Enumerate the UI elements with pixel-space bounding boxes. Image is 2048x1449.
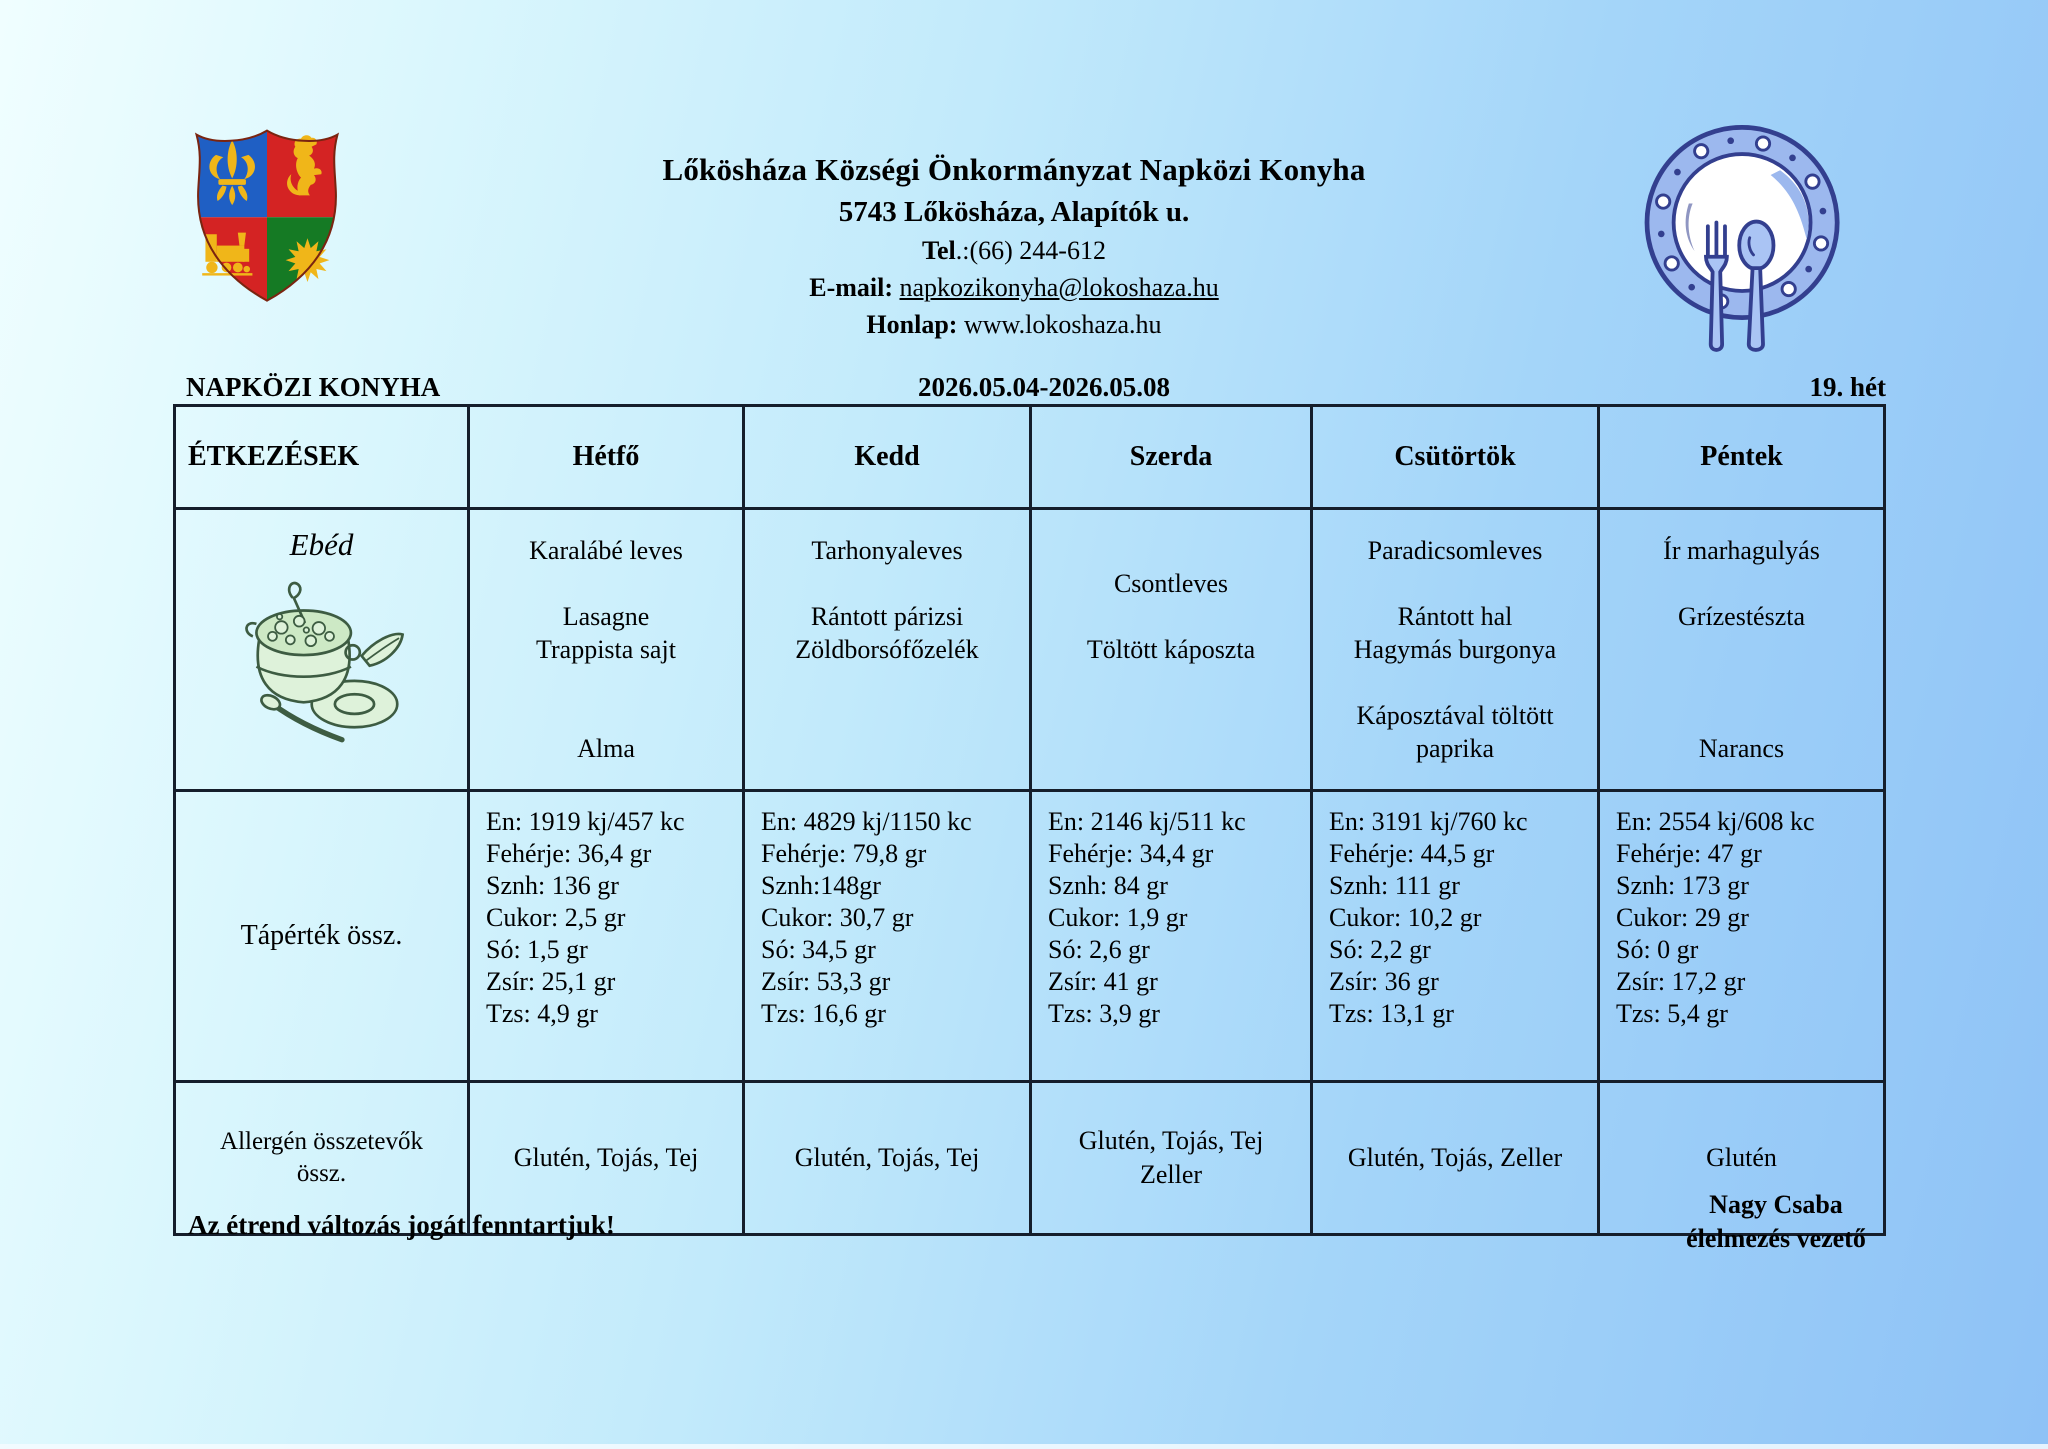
text-line: Cukor: 29 gr xyxy=(1616,903,1749,932)
text-line: En: 1919 kj/457 kc xyxy=(486,807,685,836)
lunch-cell-friday xyxy=(1599,509,1885,791)
nutrition-cell-friday xyxy=(1599,791,1885,1082)
phone-line xyxy=(374,236,1654,266)
text-line: Hagymás burgonya xyxy=(1353,635,1557,664)
text-line xyxy=(746,567,1028,600)
org-address: 5743 Lőkösháza, Alapítók u. xyxy=(838,196,1190,228)
website-value: www.lokoshaza.hu xyxy=(963,310,1162,339)
phone-value: .:(66) 244-612 xyxy=(955,236,1106,265)
text-line: Só: 2,6 gr xyxy=(1048,935,1150,964)
disclaimer-text: Az étrend változás jogát fenntartjuk! xyxy=(188,1210,615,1240)
text-line: Sznh: 84 gr xyxy=(1048,871,1168,900)
text-line: Tzs: 3,9 gr xyxy=(1048,999,1160,1028)
lunch-cell-tuesday xyxy=(744,509,1031,791)
text-line: Zsír: 25,1 gr xyxy=(486,967,616,996)
text-line: Glutén, Tojás, Zeller xyxy=(1347,1143,1563,1172)
text-line: Só: 2,2 gr xyxy=(1329,935,1431,964)
nutrition-cell-monday xyxy=(469,791,744,1082)
signature-title: élelmezés vezető xyxy=(1686,1224,1866,1253)
text-line: Sznh:148gr xyxy=(761,871,881,900)
text-line: Zsír: 17,2 gr xyxy=(1616,967,1746,996)
text-line xyxy=(471,666,741,699)
text-line: Töltött káposzta xyxy=(1086,635,1256,664)
text-line: Fehérje: 44,5 gr xyxy=(1329,839,1495,868)
text-line: Rántott hal xyxy=(1397,602,1513,631)
text-line xyxy=(1033,699,1309,732)
text-line: Só: 1,5 gr xyxy=(486,935,588,964)
table-header-row xyxy=(175,406,1885,509)
text-line xyxy=(1314,567,1596,600)
text-line: Cukor: 1,9 gr xyxy=(1048,903,1188,932)
signature-name: Nagy Csaba xyxy=(1709,1190,1843,1219)
signature-block xyxy=(1626,1188,1926,1256)
website-label: Honlap: xyxy=(866,310,958,339)
email-line xyxy=(374,273,1654,303)
text-line: En: 2146 kj/511 kc xyxy=(1048,807,1246,836)
col-header-tuesday: Kedd xyxy=(744,406,1031,509)
text-line xyxy=(1601,633,1882,666)
kitchen-name: NAPKÖZI KONYHA xyxy=(186,372,441,402)
document-header xyxy=(374,152,1654,340)
row-label-nutrition: Tápérték össz. xyxy=(175,791,469,1082)
col-header-wednesday: Szerda xyxy=(1031,406,1312,509)
row-label-allergens: Allergén összetevők össz. xyxy=(175,1082,469,1235)
org-title: Lőkösháza Községi Önkormányzat Napközi Konyha xyxy=(662,152,1366,187)
text-line: Tzs: 5,4 gr xyxy=(1616,999,1728,1028)
text-line: Zsír: 41 gr xyxy=(1048,967,1158,996)
text-line xyxy=(1033,732,1309,765)
text-line: Káposztával töltött xyxy=(1356,701,1554,730)
text-line: Cukor: 2,5 gr xyxy=(486,903,626,932)
lunch-cell-wednesday xyxy=(1031,509,1312,791)
bottom-edge-strip xyxy=(0,1444,2048,1449)
text-line: Sznh: 136 gr xyxy=(486,871,619,900)
plate-fork-spoon-logo-icon xyxy=(1624,116,1864,368)
text-line xyxy=(1601,666,1882,699)
nutrition-cell-wednesday xyxy=(1031,791,1312,1082)
text-line: Fehérje: 47 gr xyxy=(1616,839,1762,868)
text-line: Alma xyxy=(577,734,635,763)
text-line: Zsír: 36 gr xyxy=(1329,967,1439,996)
text-line: Só: 34,5 gr xyxy=(761,935,876,964)
website-line xyxy=(374,310,1654,340)
text-line: Paradicsomleves xyxy=(1367,536,1543,565)
row-label-lunch xyxy=(175,509,469,791)
text-line: Trappista sajt xyxy=(536,635,676,664)
text-line: Zeller xyxy=(1139,1160,1203,1189)
text-line: Glutén, Tojás, Tej xyxy=(1078,1126,1264,1155)
text-line xyxy=(1033,600,1309,633)
lunch-cell-monday xyxy=(469,509,744,791)
text-line: Tzs: 4,9 gr xyxy=(486,999,598,1028)
text-line: Glutén xyxy=(1706,1143,1777,1172)
text-line: Glutén, Tojás, Tej xyxy=(794,1143,980,1172)
allergen-cell-thursday xyxy=(1312,1082,1599,1235)
text-line xyxy=(471,567,741,600)
text-line xyxy=(1601,567,1882,600)
text-line xyxy=(471,699,741,732)
text-line: Tarhonyaleves xyxy=(811,536,963,565)
nutrition-row xyxy=(175,791,1885,1082)
text-line: Só: 0 gr xyxy=(1616,935,1699,964)
text-line: Fehérje: 79,8 gr xyxy=(761,839,927,868)
col-header-monday: Hétfő xyxy=(469,406,744,509)
text-line: paprika xyxy=(1416,734,1494,763)
text-line: Tzs: 13,1 gr xyxy=(1329,999,1454,1028)
text-line xyxy=(1314,666,1596,699)
week-number: 19. hét xyxy=(1809,372,1886,402)
col-header-friday: Péntek xyxy=(1599,406,1885,509)
weekly-menu-table xyxy=(173,404,1886,1236)
text-line: Grízestészta xyxy=(1677,602,1806,631)
text-line: En: 2554 kj/608 kc xyxy=(1616,807,1815,836)
allergen-cell-wednesday xyxy=(1031,1082,1312,1235)
lunch-row xyxy=(175,509,1885,791)
text-line: Karalábé leves xyxy=(529,536,683,565)
text-line: Lasagne xyxy=(562,602,650,631)
text-line xyxy=(746,732,1028,765)
text-line: Narancs xyxy=(1698,734,1785,763)
col-header-thursday: Csütörtök xyxy=(1312,406,1599,509)
nutrition-cell-tuesday xyxy=(744,791,1031,1082)
lunch-label: Ebéd xyxy=(289,527,354,562)
text-line: Fehérje: 34,4 gr xyxy=(1048,839,1214,868)
coat-of-arms-icon xyxy=(186,110,348,318)
text-line xyxy=(1033,666,1309,699)
text-line: Tzs: 16,6 gr xyxy=(761,999,886,1028)
allergen-cell-tuesday xyxy=(744,1082,1031,1235)
text-line: Fehérje: 36,4 gr xyxy=(486,839,652,868)
soup-pot-icon xyxy=(177,567,466,757)
text-line: Rántott párizsi xyxy=(810,602,964,631)
text-line: Zöldborsófőzelék xyxy=(795,635,979,664)
col-header-meals: ÉTKEZÉSEK xyxy=(175,406,469,509)
text-line: Sznh: 173 gr xyxy=(1616,871,1749,900)
text-line: En: 4829 kj/1150 kc xyxy=(761,807,972,836)
text-line: Zsír: 53,3 gr xyxy=(761,967,891,996)
text-line xyxy=(1033,534,1309,567)
text-line: Csontleves xyxy=(1113,569,1229,598)
email-label: E-mail: xyxy=(809,273,893,302)
phone-label: Tel xyxy=(922,236,956,265)
text-line: Cukor: 30,7 gr xyxy=(761,903,914,932)
text-line: En: 3191 kj/760 kc xyxy=(1329,807,1528,836)
email-link[interactable]: napkozikonyha@lokoshaza.hu xyxy=(899,273,1219,302)
lunch-cell-thursday xyxy=(1312,509,1599,791)
text-line xyxy=(1601,699,1882,732)
text-line: Glutén, Tojás, Tej xyxy=(513,1143,699,1172)
text-line: Sznh: 111 gr xyxy=(1329,871,1460,900)
date-range: 2026.05.04-2026.05.08 xyxy=(918,372,1170,402)
text-line xyxy=(746,699,1028,732)
text-line: Ír marhagulyás xyxy=(1663,536,1820,565)
text-line xyxy=(746,666,1028,699)
nutrition-cell-thursday xyxy=(1312,791,1599,1082)
text-line: Cukor: 10,2 gr xyxy=(1329,903,1482,932)
